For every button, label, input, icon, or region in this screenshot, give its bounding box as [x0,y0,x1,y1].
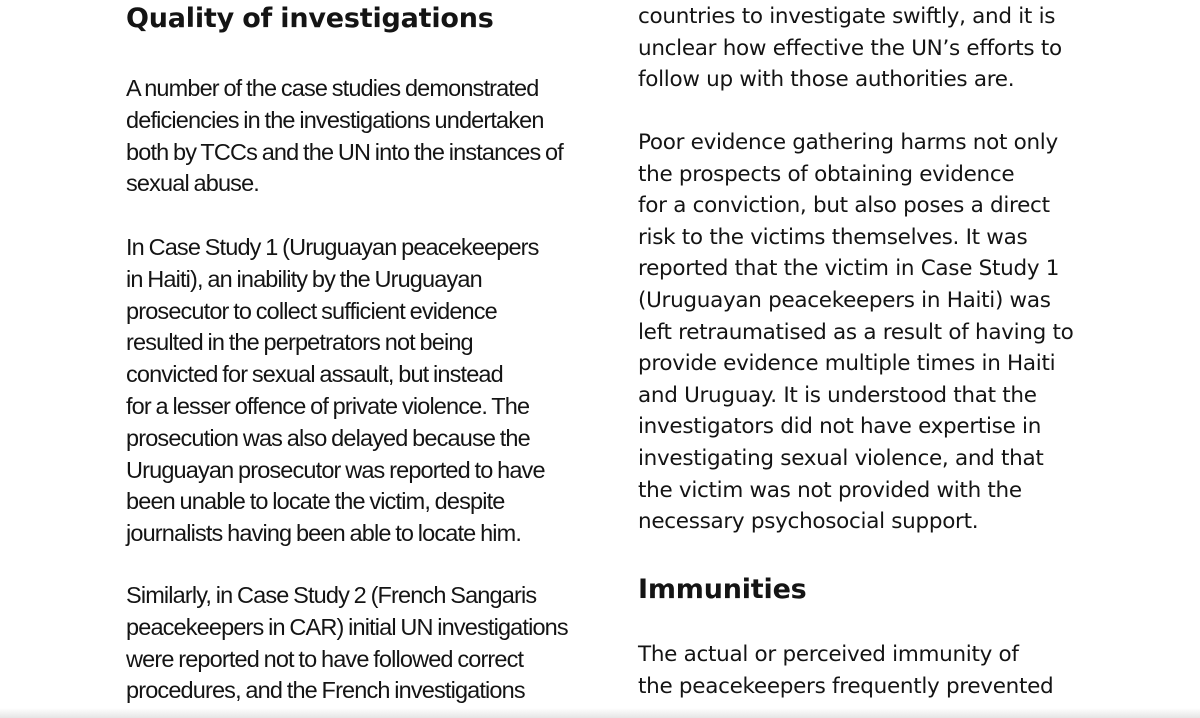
text-line: (Uruguayan peacekeepers in Haiti) was [638,287,1051,313]
text-line: necessary psychosocial support. [638,509,979,535]
text-line: provide evidence multiple times in Haiti [638,351,1056,377]
text-line: deficiencies in the investigations undertaken [126,106,544,133]
text-line: sexual abuse. [126,170,259,197]
text-line: the prospects of obtaining evidence [638,161,1015,187]
text-line: both by TCCs and the UN into the instances of [126,138,563,165]
paragraph-un-follow-up [638,1,1108,96]
text-line: A number of the case studies demonstrated [126,75,539,101]
text-line: investigating sexual violence, and that [638,445,1044,471]
text-line: were reported not to have followed correct [126,645,524,672]
section-heading-immunities: Immunities [638,574,807,605]
text-line: journalists having been able to locate him. [126,520,522,547]
text-line: reported that the victim in Case Study 1 [638,256,1060,282]
text-line: left retraumatised as a result of having to [638,319,1074,345]
text-line: investigators did not have expertise in [638,414,1042,440]
paragraph-poor-evidence-gathering [638,127,1108,538]
text-line: follow up with those authorities are. [638,67,1015,93]
text-line: in Haiti), an inability by the Uruguayan [126,265,482,292]
paragraph-immunity [638,639,1108,702]
text-line: prosecution was also delayed because the [126,424,530,451]
text-line: risk to the victims themselves. It was [638,224,1028,250]
text-line: unclear how effective the UN’s efforts to [638,35,1062,61]
text-line: for a lesser offence of private violence. The [126,392,530,419]
section-heading-quality-of-investigations: Quality of investigations [126,3,494,34]
text-line: been unable to locate the victim, despite [126,488,505,515]
text-line: The actual or perceived immunity of [638,642,1019,667]
text-line: resulted in the perpetrators not being [126,329,473,356]
text-line: peacekeepers in CAR) initial UN investigations [126,613,568,640]
text-line: countries to investigate swiftly, and it is [638,4,1056,29]
text-line: In Case Study 1 (Uruguayan peacekeepers [126,234,539,260]
text-line: prosecutor to collect sufficient evidence [126,297,497,324]
paragraph-deficiencies [126,73,611,200]
text-line: and Uruguay. It is understood that the [638,382,1037,408]
paragraph-case-study-2 [126,580,611,707]
text-line: Poor evidence gathering harms not only [638,130,1058,155]
page-bottom-edge [0,708,1200,718]
text-line: the victim was not provided with the [638,477,1022,503]
text-line: Uruguayan prosecutor was reported to have [126,456,545,483]
text-line: the peacekeepers frequently prevented [638,673,1054,699]
text-line: for a conviction, but also poses a direct [638,193,1050,219]
paragraph-case-study-1 [126,232,611,550]
text-line: Similarly, in Case Study 2 (French Sangaris [126,582,537,608]
text-line: procedures, and the French investigations [126,677,525,704]
text-line: convicted for sexual assault, but instead [126,361,503,388]
